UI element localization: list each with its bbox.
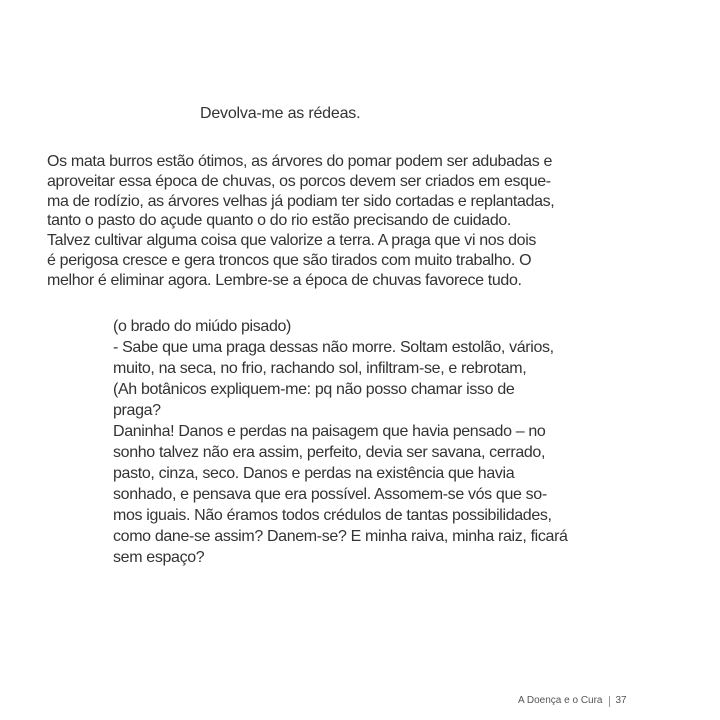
- passage-line: sonho talvez não era assim, perfeito, devia ser savana, cerrado,: [113, 444, 546, 461]
- paragraph-line: Os mata burros estão ótimos, as árvores do pomar podem ser adubadas e: [47, 153, 553, 170]
- paragraph-line: ma de rodízio, as árvores velhas já podiam ter sido cortadas e replantadas,: [47, 192, 555, 210]
- footer-divider: [609, 696, 610, 707]
- passage-line: como dane-se assim? Danem-se? E minha raiva, minha raiz, ficará: [113, 528, 568, 545]
- paragraph-line: melhor é eliminar agora. Lembre-se a época de chuvas favorece tudo.: [47, 271, 522, 289]
- page-number: 37: [615, 695, 627, 706]
- passage-line: pasto, cinza, seco. Danos e perdas na existência que havia: [113, 465, 515, 482]
- passage-line: (Ah botânicos expliquem-me: pq não posso chamar isso de: [113, 381, 515, 398]
- passage-line: - Sabe que uma praga dessas não morre. Soltam estolão, vários,: [113, 339, 554, 356]
- paragraph-line: tanto o pasto do açude quanto o do rio estão precisando de cuidado.: [47, 212, 512, 230]
- paragraph-line: é perigosa cresce e gera troncos que são tirados com muito trabalho. O: [47, 251, 532, 269]
- indented-passage: [113, 316, 593, 568]
- passage-line: sonhado, e pensava que era possível. Assomem-se vós que so-: [113, 486, 547, 503]
- page-footer: [518, 694, 627, 708]
- running-title: A Doença e o Cura: [518, 695, 603, 706]
- passage-line: muito, na seca, no frio, rachando sol, infiltram-se, e rebrotam,: [113, 360, 527, 377]
- body-paragraph: [47, 152, 587, 291]
- passage-line: mos iguais. Não éramos todos crédulos de tantas possibilidades,: [113, 507, 552, 524]
- passage-line: Daninha! Danos e perdas na paisagem que havia pensado – no: [113, 423, 546, 440]
- paragraph-line: Talvez cultivar alguma coisa que valorize a terra. A praga que vi nos dois: [47, 232, 537, 250]
- passage-line: praga?: [113, 402, 161, 419]
- section-heading: Devolva-me as rédeas.: [200, 105, 361, 122]
- passage-line: sem espaço?: [113, 549, 205, 566]
- paragraph-line: aproveitar essa época de chuvas, os porcos devem ser criados em esque-: [47, 172, 551, 190]
- passage-line: (o brado do miúdo pisado): [113, 318, 292, 335]
